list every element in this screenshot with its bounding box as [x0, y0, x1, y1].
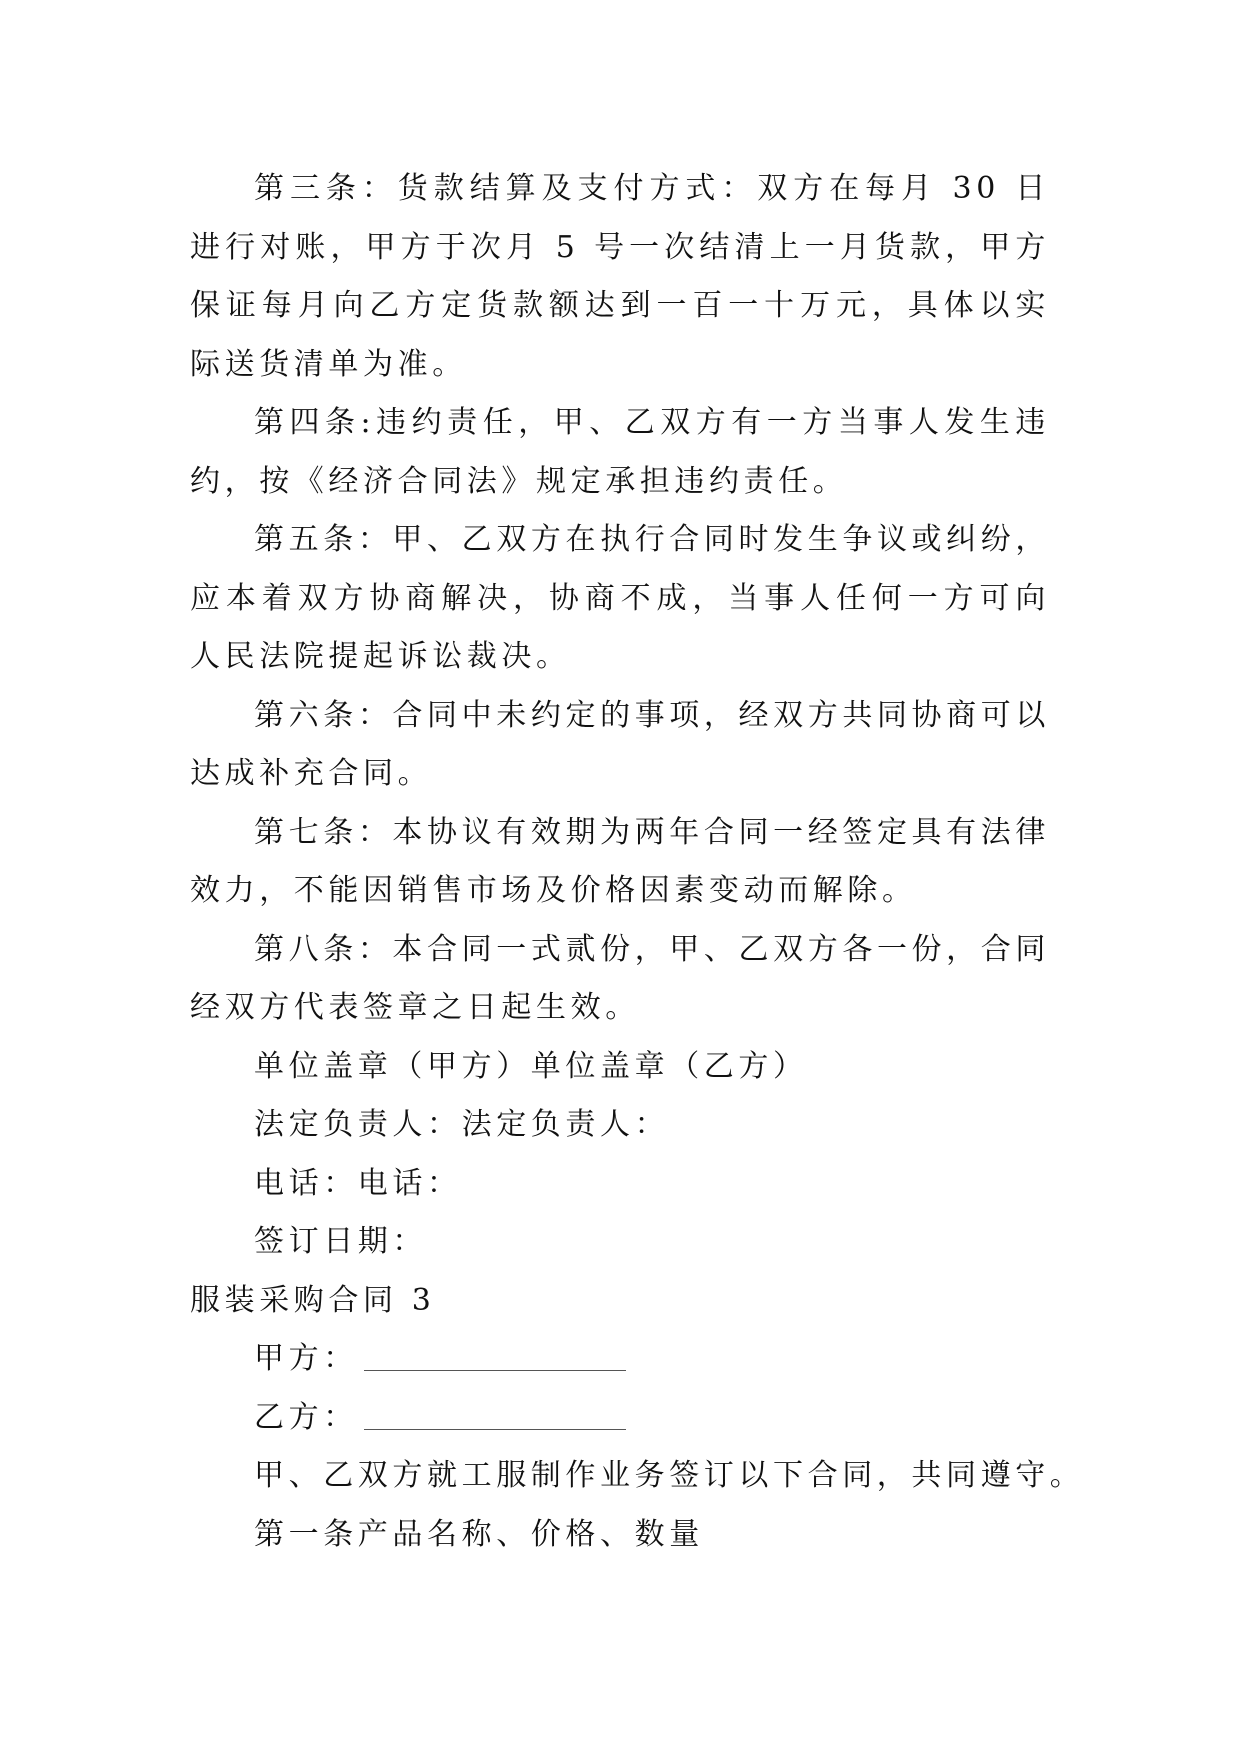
article-5-paragraph: 第五条：甲、乙双方在执行合同时发生争议或纠纷，应本着双方协商解决，协商不成，当事人任何一方可向人民法院提起诉讼裁决。: [190, 522, 1050, 674]
article-7-paragraph: 第七条：本协议有效期为两年合同一经签定具有法律效力，不能因销售市场及价格因素变动而解除。: [190, 814, 1050, 908]
party-a-line: [190, 1330, 1050, 1389]
legal-representative-line: 法定负责人：法定负责人：: [254, 1107, 670, 1142]
article-3-paragraph: 第三条：货款结算及支付方式：双方在每月 30 日进行对账，甲方于次月 5 号一次结清上一月货款，甲方保证每月向乙方定货款额达到一百一十万元，具体以实际送货清单为准。: [190, 171, 1050, 382]
party-b-label: 乙方：: [254, 1399, 358, 1435]
contract-3-title: 服装采购合同 3: [190, 1282, 436, 1318]
party-a-label: 甲方：: [254, 1341, 358, 1376]
signing-date-line: 签订日期：: [254, 1224, 427, 1259]
party-a-blank: [364, 1344, 626, 1371]
article-8-paragraph: 第八条：本合同一式贰份，甲、乙双方各一份，合同经双方代表签章之日起生效。: [190, 931, 1050, 1025]
party-b-blank: [364, 1403, 626, 1430]
article-4-paragraph: 第四条:违约责任，甲、乙双方有一方当事人发生违约，按《经济合同法》规定承担违约责任。: [190, 405, 1050, 499]
article-1-title: 第一条产品名称、价格、数量: [254, 1516, 704, 1552]
article-6-paragraph: 第六条：合同中未约定的事项，经双方共同协商可以达成补充合同。: [190, 697, 1050, 791]
document-body: [190, 160, 1085, 1564]
seal-line: 单位盖章（甲方）单位盖章（乙方）: [254, 1048, 808, 1084]
phone-line: 电话：电话：: [254, 1165, 462, 1201]
party-b-line: [190, 1389, 1050, 1448]
intro-paragraph: 甲、乙双方就工服制作业务签订以下合同，共同遵守。: [254, 1458, 1085, 1493]
